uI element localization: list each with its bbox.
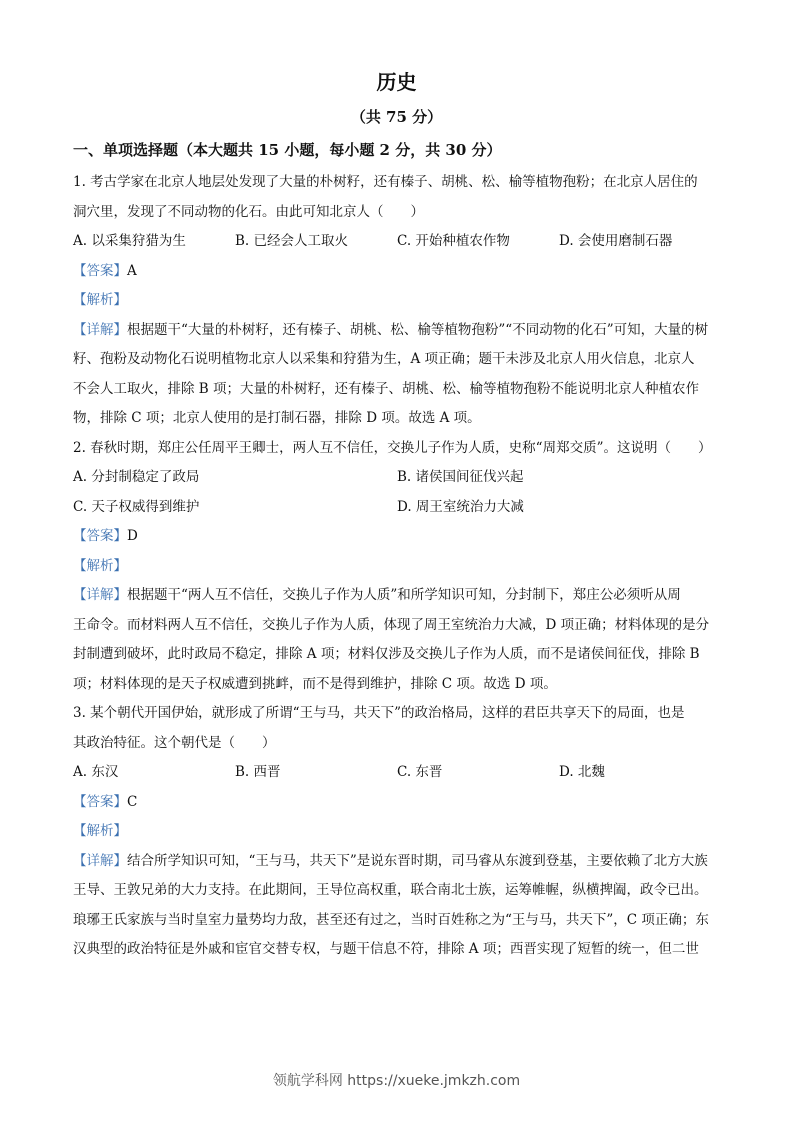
page-title: 历史 bbox=[376, 70, 417, 94]
question-stem-line: 1. 考古学家在北京人地层处发现了大量的朴树籽，还有榛子、胡桃、松、榆等植物孢粉；在北京人居住的 bbox=[73, 174, 698, 190]
answer-value: C bbox=[127, 793, 138, 810]
option-b: B. 西晋 bbox=[235, 764, 281, 780]
detail-tag: 【详解】 bbox=[73, 852, 127, 869]
answer-line bbox=[73, 257, 721, 287]
option-b: B. 诸侯国间征伐兴起 bbox=[397, 469, 524, 485]
question-3 bbox=[73, 699, 721, 965]
answer-tag: 【答案】 bbox=[73, 262, 127, 279]
footer-watermark: 领航学科网 https://xueke.jmkzh.com bbox=[272, 1073, 521, 1089]
answer-value: D bbox=[127, 528, 138, 544]
analysis-tag: 【解析】 bbox=[73, 292, 127, 308]
option-c: C. 东晋 bbox=[397, 764, 443, 780]
option-c: C. 天子权威得到维护 bbox=[73, 498, 200, 515]
page-subtitle: （共 75 分） bbox=[350, 108, 443, 126]
detail-line: 封制遭到破坏，此时政局不稳定，排除 A 项；材料仅涉及交换儿子作为人质，而不是诸侯间征伐，排除 B bbox=[73, 646, 700, 662]
question-stem-line: 其政治特征。这个朝代是（ ） bbox=[73, 734, 276, 751]
detail-line bbox=[73, 581, 721, 611]
answer-line bbox=[73, 788, 721, 818]
detail-line: 籽、孢粉及动物化石说明植物北京人以采集和狩猎为生，A 项正确；题干未涉及北京人用火信息，北京人 bbox=[73, 351, 695, 367]
detail-line: 汉典型的政治特征是外戚和宦官交替专权，与题干信息不符，排除 A 项；西晋实现了短暂的统一，但二世 bbox=[73, 941, 699, 957]
option-a: A. 东汉 bbox=[73, 764, 119, 780]
detail-line: 琅琊王氏家族与当时皇室力量势均力敌，甚至还有过之，当时百姓称之为“王与马，共天下”，C 项正确；东 bbox=[73, 911, 709, 928]
detail-line: 物，排除 C 项；北京人使用的是打制石器，排除 D 项。故选 A 项。 bbox=[73, 410, 481, 426]
answer-line bbox=[73, 522, 721, 552]
detail-line: 项；材料体现的是天子权威遭到挑衅，而不是得到维护，排除 C 项。故选 D 项。 bbox=[73, 675, 557, 692]
detail-line bbox=[73, 847, 721, 877]
answer-value: A bbox=[127, 262, 137, 279]
option-b: B. 已经会人工取火 bbox=[235, 233, 349, 249]
detail-line: 不会人工取火，排除 B 项；大量的朴树籽，还有榛子、胡桃、松、榆等植物孢粉不能说明北京人种植农作 bbox=[73, 380, 700, 397]
answer-tag: 【答案】 bbox=[73, 528, 127, 544]
options-row bbox=[73, 463, 721, 493]
detail-tag: 【详解】 bbox=[73, 321, 127, 338]
options-row bbox=[73, 227, 721, 257]
content bbox=[73, 168, 721, 965]
detail-text: 结合所学知识可知，“王与马，共天下”是说东晋时期，司马睿从东渡到登基，主要依赖了北方大族 bbox=[127, 852, 708, 869]
analysis-line bbox=[73, 552, 721, 582]
option-d: D. 北魏 bbox=[559, 764, 605, 780]
option-d: D. 会使用磨制石器 bbox=[559, 233, 673, 249]
options-row bbox=[73, 758, 721, 788]
analysis-tag: 【解析】 bbox=[73, 557, 127, 574]
detail-text: 根据题干“两人互不信任，交换儿子作为人质”和所学知识可知，分封制下，郑庄公必须听从周 bbox=[127, 587, 681, 603]
detail-line: 王命令。而材料两人互不信任，交换儿子作为人质，体现了周王室统治力大减，D 项正确；材料体现的是分 bbox=[73, 616, 710, 633]
analysis-line bbox=[73, 817, 721, 847]
detail-tag: 【详解】 bbox=[73, 587, 127, 603]
question-stem-line: 3. 某个朝代开国伊始，就形成了所谓“王与马，共天下”的政治格局，这样的君臣共享天下的局面，也是 bbox=[73, 705, 685, 721]
analysis-line bbox=[73, 286, 721, 316]
options-row bbox=[73, 493, 721, 523]
analysis-tag: 【解析】 bbox=[73, 823, 127, 839]
answer-tag: 【答案】 bbox=[73, 793, 127, 810]
question-stem-line: 2. 春秋时期，郑庄公任周平王卿士，两人互不信任，交换儿子作为人质，史称“周郑交质”。这说明（ ） bbox=[73, 439, 712, 456]
option-a: A. 分封制稳定了政局 bbox=[73, 469, 200, 485]
detail-text: 根据题干“大量的朴树籽，还有榛子、胡桃、松、榆等植物孢粉”“不同动物的化石”可知，大量的树 bbox=[127, 321, 709, 338]
detail-line bbox=[73, 316, 721, 346]
question-1 bbox=[73, 168, 721, 434]
option-c: C. 开始种植农作物 bbox=[397, 233, 510, 249]
question-stem-line: 洞穴里，发现了不同动物的化石。由此可知北京人（ ） bbox=[73, 203, 424, 220]
question-2 bbox=[73, 434, 721, 700]
option-a: A. 以采集狩猎为生 bbox=[73, 233, 186, 249]
section-heading: 一、单项选择题（本大题共 15 小题，每小题 2 分，共 30 分） bbox=[73, 141, 502, 159]
detail-line: 王导、王敦兄弟的大力支持。在此期间，王导位高权重，联合南北士族，运筹帷幄，纵横捭阖，政令已出。 bbox=[73, 882, 708, 898]
option-d: D. 周王室统治力大减 bbox=[397, 498, 524, 515]
